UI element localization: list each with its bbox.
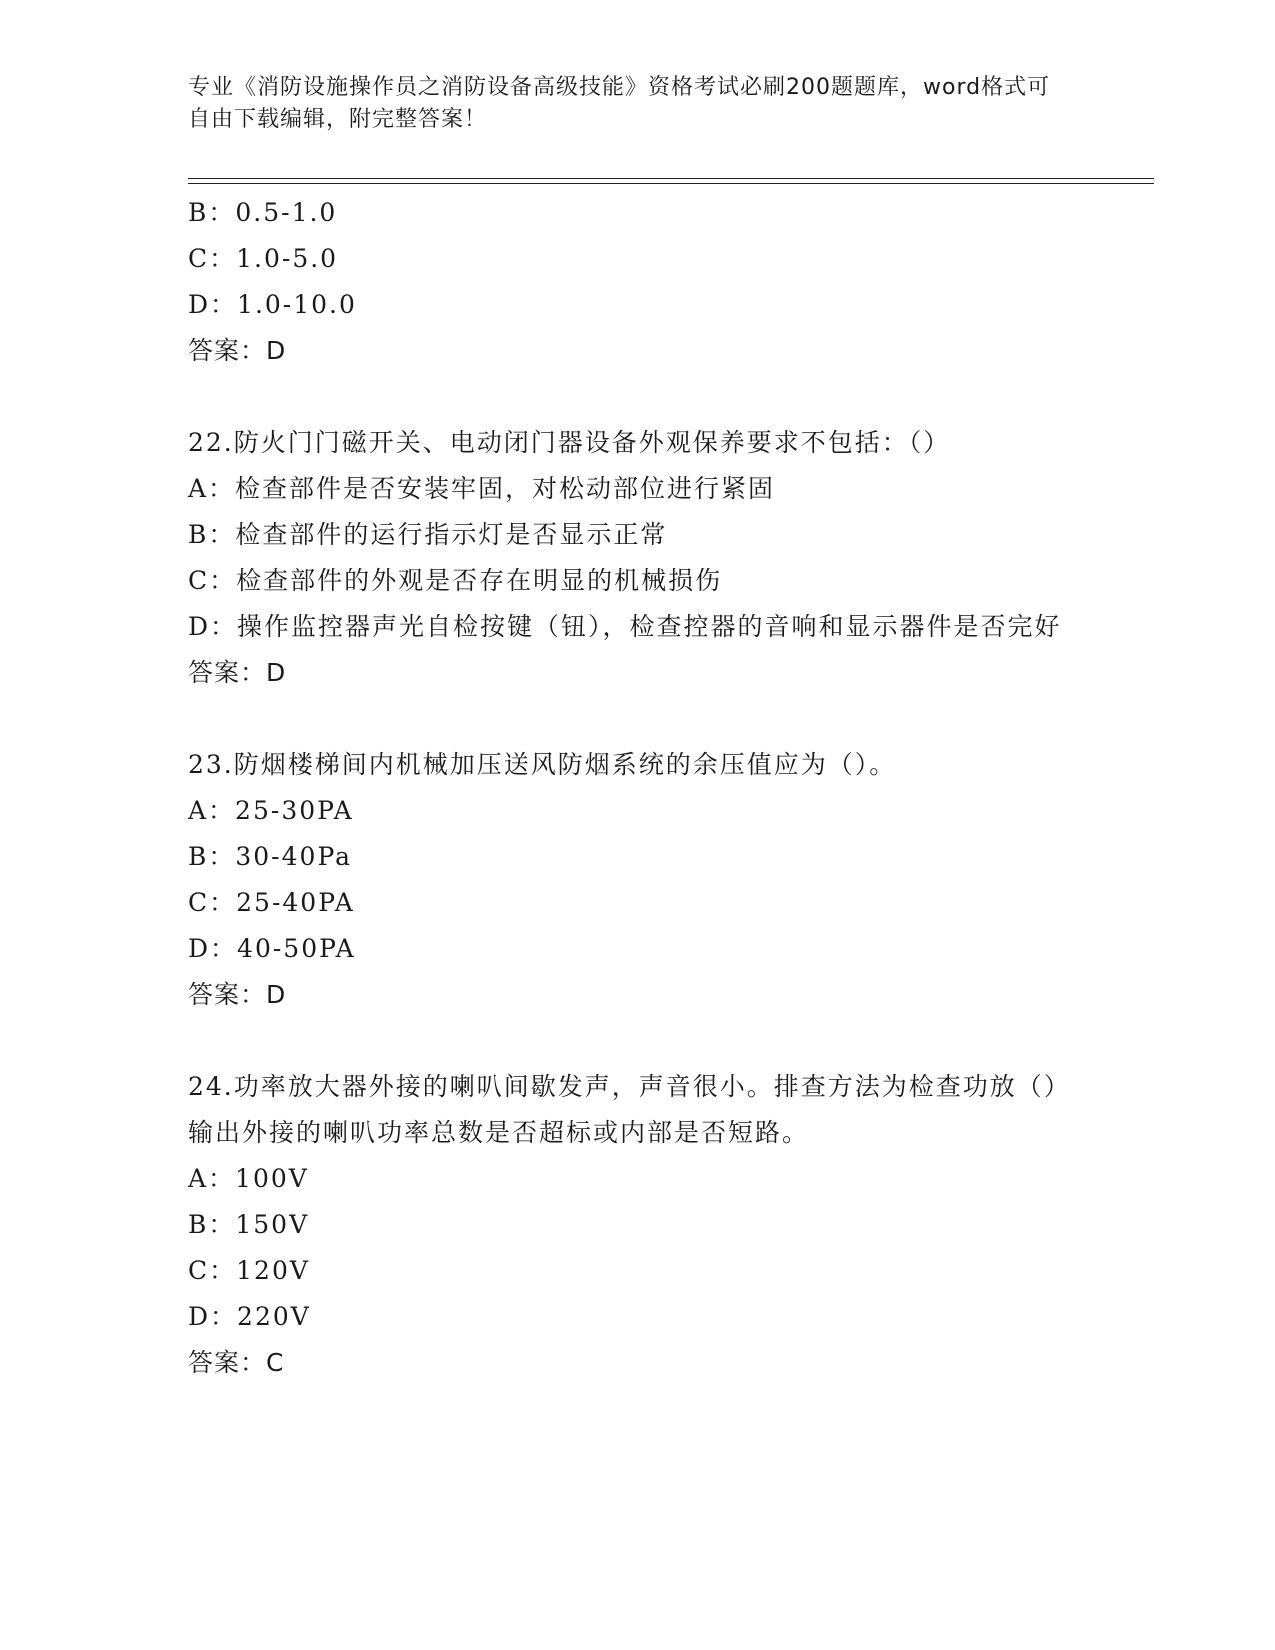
option-c: C：1.0-5.0 <box>188 244 339 273</box>
option-b: B：150V <box>188 1210 310 1239</box>
question-list <box>188 190 1088 1386</box>
option-d: D：220V <box>188 1302 311 1331</box>
spacer <box>188 374 1088 420</box>
option-c: C：120V <box>188 1256 310 1285</box>
question-stem: 24.功率放大器外接的喇叭间歇发声，声音很小。排查方法为检查功放（）输出外接的喇叭功率总数是否超标或内部是否短路。 <box>188 1072 1071 1147</box>
option-c: C：检查部件的外观是否存在明显的机械损伤 <box>188 566 723 595</box>
answer-text: 答案：C <box>188 1348 285 1377</box>
spacer <box>188 1018 1088 1064</box>
answer-text: 答案：D <box>188 658 287 687</box>
option-a: A：检查部件是否安装牢固，对松动部位进行紧固 <box>188 474 776 503</box>
option-c: C：25-40PA <box>188 888 355 917</box>
option-b: B：检查部件的运行指示灯是否显示正常 <box>188 520 668 549</box>
answer-text: 答案：D <box>188 980 287 1009</box>
option-d: D：1.0-10.0 <box>188 290 357 319</box>
option-d: D：操作监控器声光自检按键（钮），检查控器的音响和显示器件是否完好 <box>188 612 1062 641</box>
spacer <box>188 696 1088 742</box>
option-a: A：100V <box>188 1164 309 1193</box>
question-22 <box>188 420 1088 696</box>
option-b: B：0.5-1.0 <box>188 198 338 227</box>
question-23 <box>188 742 1088 1018</box>
document-header: 专业《消防设施操作员之消防设备高级技能》资格考试必刷200题题库，word格式可自由下载编辑，附完整答案！ <box>188 75 1051 132</box>
question-stem: 23.防烟楼梯间内机械加压送风防烟系统的余压值应为（）。 <box>188 750 897 779</box>
header-divider-bottom <box>188 183 1154 184</box>
option-d: D：40-50PA <box>188 934 356 963</box>
answer-text: 答案：D <box>188 336 287 365</box>
question-stem: 22.防火门门磁开关、电动闭门器设备外观保养要求不包括：（） <box>188 428 951 457</box>
previous-question-continuation <box>188 190 1088 374</box>
question-24 <box>188 1064 1088 1386</box>
option-a: A：25-30PA <box>188 796 354 825</box>
option-b: B：30-40Pa <box>188 842 353 871</box>
header-divider-top <box>188 178 1154 179</box>
